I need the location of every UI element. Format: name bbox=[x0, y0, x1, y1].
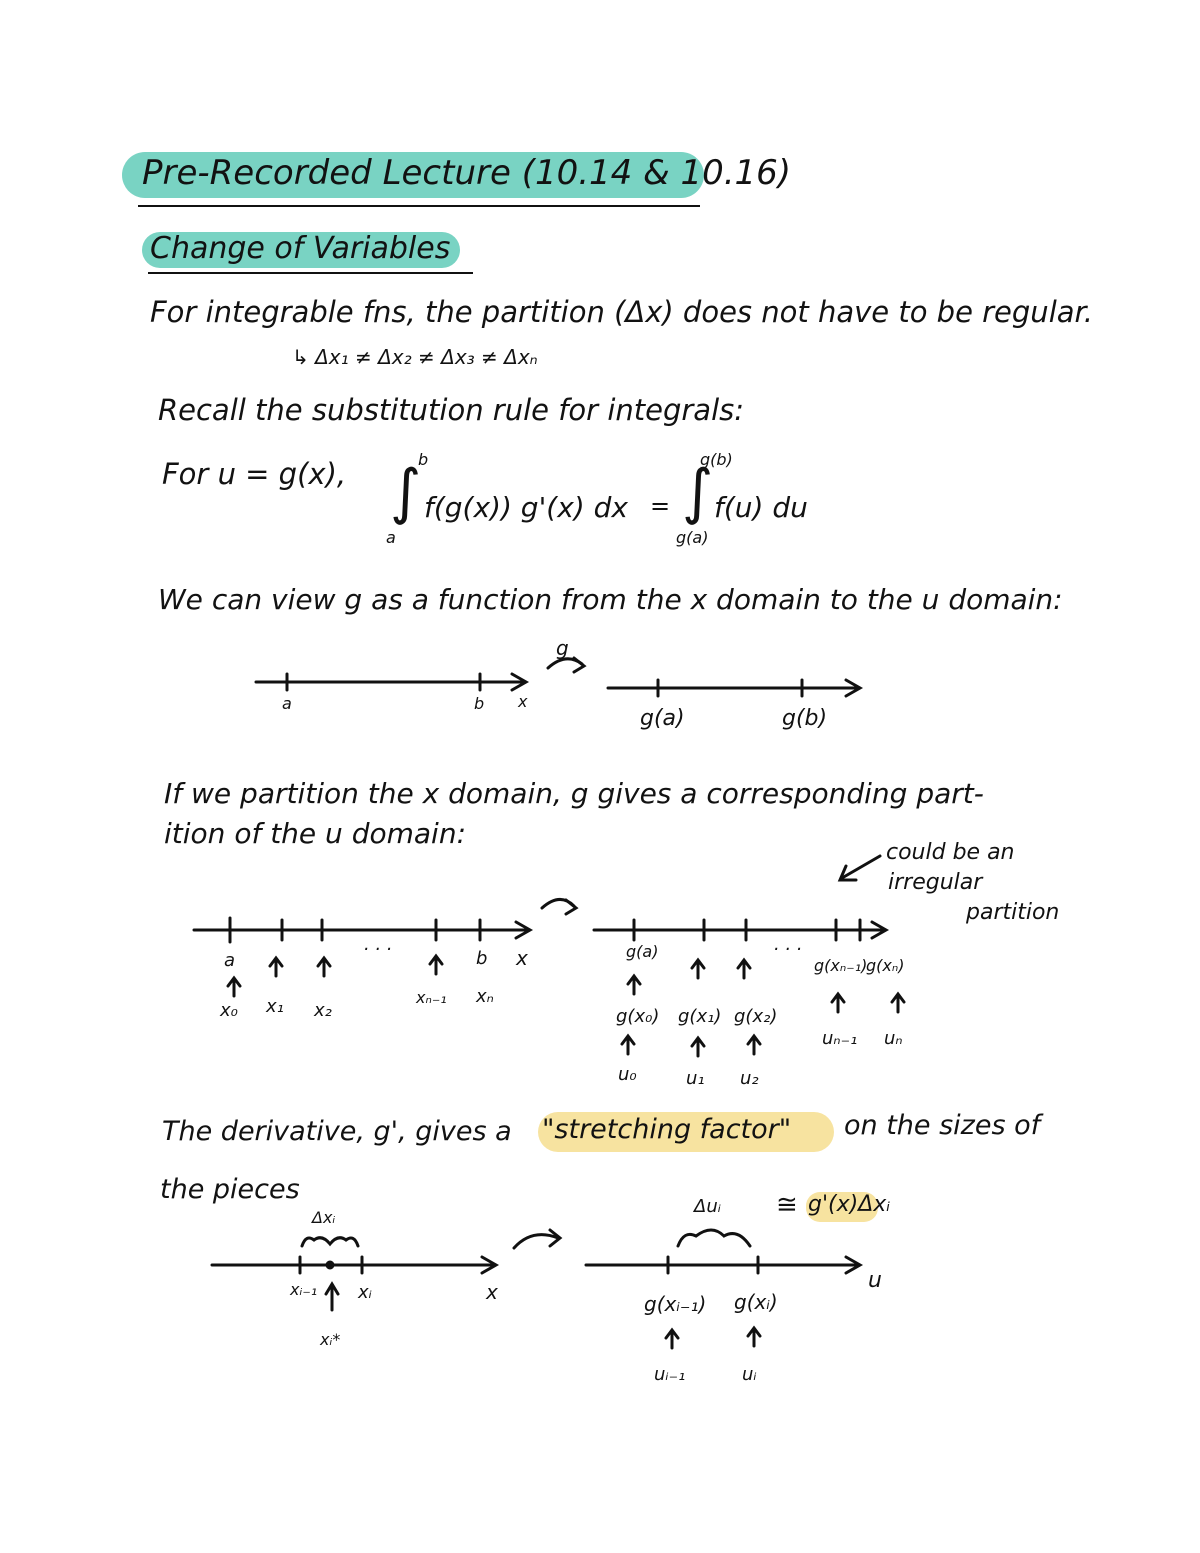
brace-delta-x bbox=[302, 1238, 358, 1246]
p-label-un1: uₙ₋₁ bbox=[822, 1028, 858, 1049]
label-xi: xᵢ bbox=[358, 1282, 372, 1303]
approx-expression: g'(x)Δxᵢ bbox=[808, 1192, 891, 1217]
p-label-un: uₙ bbox=[884, 1028, 903, 1049]
recall-text: Recall the substitution rule for integrals: bbox=[158, 393, 745, 427]
left-integrand: f(g(x)) g'(x) dx bbox=[424, 491, 628, 524]
right-integrand: f(u) du bbox=[714, 491, 808, 524]
axis-label-x: x bbox=[518, 692, 528, 711]
tick-label-a: a bbox=[282, 694, 292, 713]
partition-inequality: ↳ Δx₁ ≠ Δx₂ ≠ Δx₃ ≠ Δxₙ bbox=[292, 345, 538, 369]
approx-sign: ≅ bbox=[776, 1190, 798, 1220]
p-label-a: a bbox=[224, 950, 236, 971]
integral-sign-left: ∫ bbox=[390, 457, 422, 527]
annotation-line-2: irregular bbox=[888, 870, 983, 895]
lower-limit-right: g(a) bbox=[676, 528, 709, 547]
tick-label-ga: g(a) bbox=[640, 706, 685, 731]
annotation-line-1: could be an bbox=[886, 840, 1015, 865]
p-label-u0: u₀ bbox=[618, 1064, 637, 1085]
label-delta-u: Δuᵢ bbox=[694, 1196, 721, 1217]
label-ui: uᵢ bbox=[742, 1364, 757, 1385]
partition-text-2: ition of the u domain: bbox=[164, 817, 466, 850]
mapping-text: We can view g as a function from the x domain to the u domain: bbox=[158, 583, 1063, 616]
p-label-b: b bbox=[476, 948, 488, 969]
tick-label-b: b bbox=[474, 694, 485, 713]
brace-delta-u bbox=[678, 1230, 750, 1246]
p-label-u2: u₂ bbox=[740, 1068, 759, 1089]
p-label-u1: u₁ bbox=[686, 1068, 705, 1089]
label-gxi: g(xᵢ) bbox=[734, 1290, 778, 1314]
p-label-x0: x₀ bbox=[220, 1000, 238, 1021]
tick-label-gb: g(b) bbox=[782, 706, 828, 731]
stretching-factor-text: "stretching factor" bbox=[542, 1114, 792, 1145]
p-label-gx1: g(x₁) bbox=[678, 1006, 722, 1027]
label-delta-x: Δxᵢ bbox=[312, 1208, 336, 1227]
equals-sign: = bbox=[650, 492, 671, 520]
page-title: Pre-Recorded Lecture (10.14 & 10.16) bbox=[142, 153, 792, 193]
upper-limit-right: g(b) bbox=[700, 450, 733, 469]
derivative-text-pre: The derivative, g', gives a bbox=[162, 1116, 512, 1147]
p-label-gx2: g(x₂) bbox=[734, 1006, 778, 1027]
substitution-text: For u = g(x), bbox=[162, 457, 347, 491]
derivative-text-post: on the sizes of bbox=[844, 1110, 1041, 1141]
p-label-ga: g(a) bbox=[626, 942, 659, 961]
integral-sign-right: ∫ bbox=[682, 457, 714, 527]
label-ui-1: uᵢ₋₁ bbox=[654, 1364, 686, 1385]
label-gxi-1: g(xᵢ₋₁) bbox=[644, 1292, 707, 1316]
p-label-gx0: g(x₀) bbox=[616, 1006, 660, 1027]
annotation-line-3: partition bbox=[966, 900, 1060, 925]
upper-limit-left: b bbox=[418, 450, 429, 469]
section-heading: Change of Variables bbox=[150, 231, 451, 266]
pieces-text: the pieces bbox=[160, 1174, 300, 1205]
p-label-x1: x₁ bbox=[266, 996, 284, 1017]
partition-note: For integrable fns, the partition (Δx) does not have to be regular. bbox=[150, 295, 1093, 329]
p-label-x2: x₂ bbox=[314, 1000, 332, 1021]
label-stretch-x: x bbox=[486, 1280, 498, 1304]
p-ellipsis-left: . . . bbox=[364, 934, 393, 955]
p-label-xn1: xₙ₋₁ bbox=[416, 988, 447, 1007]
p-label-xn: xₙ bbox=[476, 986, 494, 1007]
p-ellipsis-right: . . . bbox=[774, 934, 803, 955]
p-label-gxn1: g(xₙ₋₁) bbox=[814, 956, 868, 975]
p-label-x: x bbox=[516, 946, 528, 970]
partition-text-1: If we partition the x domain, g gives a corresponding part- bbox=[164, 777, 984, 810]
p-label-gxn: g(xₙ) bbox=[866, 956, 905, 975]
map-label-g: g bbox=[556, 636, 569, 660]
label-xi-star: xᵢ* bbox=[320, 1330, 341, 1349]
lower-limit-left: a bbox=[386, 528, 396, 547]
point-xi-star bbox=[327, 1262, 333, 1268]
label-stretch-u: u bbox=[868, 1268, 882, 1293]
label-xi-1: xᵢ₋₁ bbox=[290, 1280, 318, 1299]
